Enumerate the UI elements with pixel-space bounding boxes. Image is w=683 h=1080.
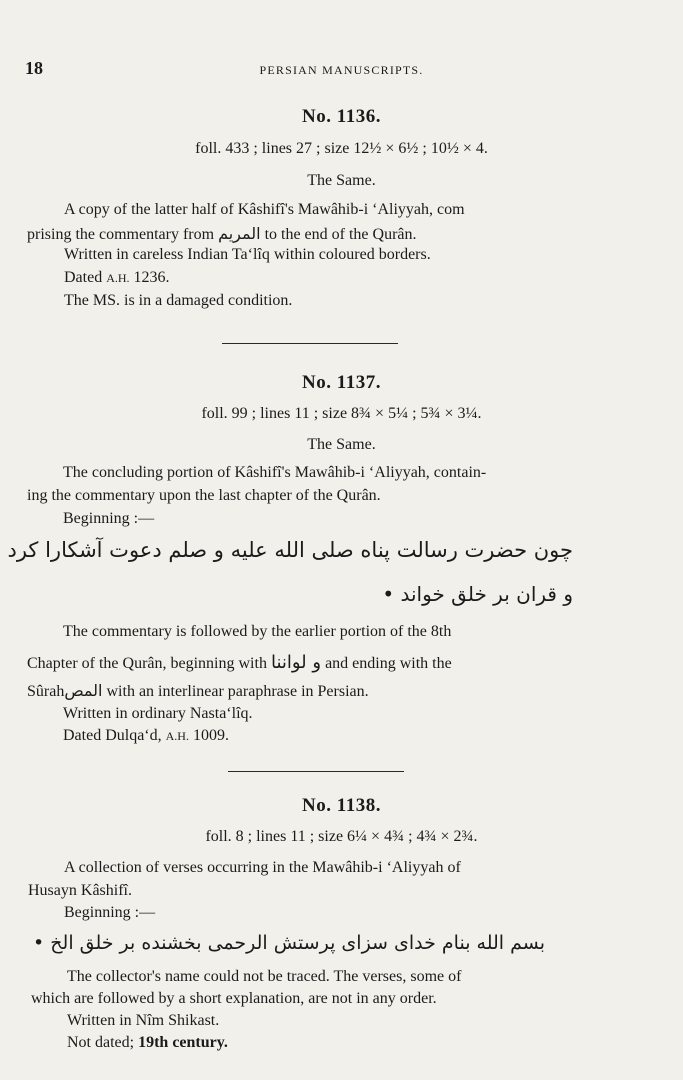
text-fragment: and ending with the: [325, 655, 452, 672]
entry-text-1136-line3: Written in careless Indian Ta‘lîq within coloured borders.: [64, 246, 431, 263]
entry-number-1137: No. 1137.: [302, 372, 381, 393]
entry-subtitle-1136: The Same.: [307, 172, 376, 189]
entry-text-1137-line4: [27, 652, 452, 673]
page-number: 18: [25, 58, 43, 78]
entry-text-1136-line1: A copy of the latter half of Kâshifî's Mawâhib-i ‘Aliyyah, com: [64, 201, 465, 218]
entry-subtitle-1137: The Same.: [307, 436, 376, 453]
arabic-word: و لواننا: [270, 652, 322, 673]
entry-text-1138-line5: Written in Nîm Shikast.: [67, 1012, 220, 1029]
text-fragment: with an interlinear paraphrase in Persian.: [106, 683, 369, 700]
arabic-word: المريم: [218, 224, 261, 243]
text-fragment: 1009.: [192, 727, 229, 744]
anno-hegirae: A.H.: [165, 729, 189, 743]
entry-text-1138-line3: The collector's name could not be traced. The verses, some of: [67, 968, 462, 985]
text-fragment: 19th century.: [138, 1034, 228, 1051]
arabic-quote-line2: و قران بر خلق خواند •: [382, 582, 573, 606]
text-fragment: Dated: [64, 269, 103, 286]
entry-text-1136-line4: [64, 269, 170, 287]
entry-text-1138-line2: Husayn Kâshifî.: [28, 882, 132, 899]
text-fragment: Chapter of the Qurân, beginning with: [27, 655, 267, 672]
arabic-word: المص: [64, 681, 103, 700]
text-fragment: Dated Dulqa‘d,: [63, 727, 162, 744]
entry-foll-1136: foll. 433 ; lines 27 ; size 12½ × 6½ ; 10½ × 4.: [195, 140, 488, 157]
anno-hegirae: A.H.: [106, 271, 130, 285]
entry-text-1138-line4: which are followed by a short explanation, are not in any order.: [31, 990, 437, 1007]
entry-beginning-label-1137: Beginning :—: [63, 510, 155, 527]
entry-beginning-label-1138: Beginning :—: [64, 904, 156, 921]
entry-text-1137-line5: [27, 681, 369, 701]
entry-number-1138: No. 1138.: [302, 795, 381, 816]
section-divider: [228, 771, 404, 772]
running-title: PERSIAN MANUSCRIPTS.: [259, 63, 424, 77]
entry-foll-1138: foll. 8 ; lines 11 ; size 6¼ × 4¾ ; 4¾ × 2¾.: [205, 828, 478, 845]
entry-text-1137-line6: Written in ordinary Nasta‘lîq.: [63, 705, 253, 722]
entry-text-1137-line3: The commentary is followed by the earlier portion of the 8th: [63, 623, 452, 640]
entry-text-1136-line5: The MS. is in a damaged condition.: [64, 292, 293, 309]
entry-number-1136: No. 1136.: [302, 106, 381, 127]
entry-text-1137-line1: The concluding portion of Kâshifî's Mawâhib-i ‘Aliyyah, contain-: [63, 464, 487, 481]
entry-text-1137-line7: [63, 727, 229, 745]
entry-text-1137-line2: ing the commentary upon the last chapter of the Qurân.: [27, 487, 381, 504]
text-fragment: to the end of the Qurân.: [264, 226, 417, 243]
entry-text-1138-line6: [67, 1034, 228, 1052]
arabic-quote-line1: بسم الله بنام خدای سزای پرستش الرحمی بخشنده بر خلق الخ •: [33, 932, 545, 954]
text-fragment: Not dated;: [67, 1034, 135, 1051]
arabic-quote-line1: چون حضرت رسالت پناه صلی الله علیه و صلم دعوت آشکارا کرد: [7, 538, 573, 562]
text-fragment: 1236.: [133, 269, 170, 286]
text-fragment: Sûrah: [27, 683, 65, 700]
section-divider: [222, 343, 398, 344]
entry-text-1138-line1: A collection of verses occurring in the Mawâhib-i ‘Aliyyah of: [64, 859, 461, 876]
entry-foll-1137: foll. 99 ; lines 11 ; size 8¾ × 5¼ ; 5¾ × 3¼.: [201, 405, 482, 422]
entry-text-1136-line2: [27, 224, 417, 244]
text-fragment: prising the commentary from: [27, 226, 215, 243]
